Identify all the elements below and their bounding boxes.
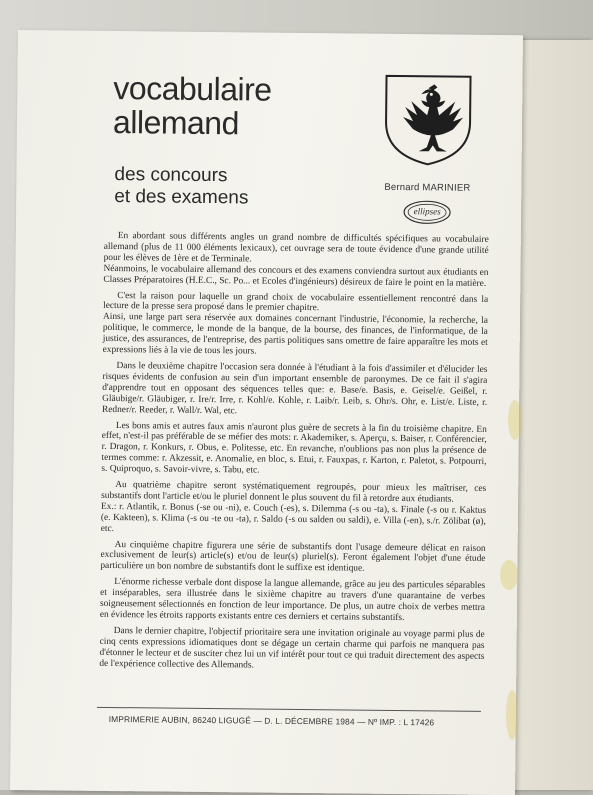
printer-imprint: IMPRIMERIE AUBIN, 86240 LIGUGÉ — D. L. DÉCEMBRE 1984 — Nº IMP. : L 17426 (108, 713, 435, 728)
author-name: Bernard MARINIER (384, 181, 471, 194)
paragraph: Les bons amis et autres faux amis n'auront plus guère de secrets à la fin du troisième chapitre. En effet, n'est-il pas préférable de se méfier des mots: r. Akademiker, s. Aperçu, s. Baiser, r. Conférencier, r. Dragon, r. Konkurs, r. Obus, e. Politesse, etc. En revanche, n'oublions pas non plus la présence de termes comme: r. Akzessit, e. Anomalie, en bloc, s. Etui, r. Fauxpas, r. Karton, r. Paletot, s. Potpourri, s. Quiproquo, s. Savoir-vivre, s. Tabu, etc. (101, 420, 487, 476)
publisher-logo-text: ellipses (413, 206, 441, 217)
footer-divider (97, 707, 481, 712)
paragraph: En abordant sous différents angles un grand nombre de difficultés spécifiques au vocabulaire allemand (plus de 11 000 éléments lexicaux), cet ouvrage sera de toute évidence d'une grande utilité pour les élèves de 1ère et de Terminale. (103, 231, 489, 265)
paragraph: Néanmoins, le vocabulaire allemand des concours et des examens conviendra surtout aux étudiants en Classes Préparatoires (H.E.C., Sc. Po... et Ecoles d'ingénieurs) désireux de faire le point en la matière. (103, 263, 489, 289)
paragraph: Au quatrième chapitre seront systématiquement regroupés, pour mieux les maîtriser, ces substantifs dont l'article et/ou le pluriel donnent le plus souvent du fil à retordre aux étudiants. (101, 480, 487, 505)
paragraph: Ex.: r. Atlantik, r. Bonus (-se ou -ni), e. Couch (-es), s. Dilemma (-s ou -ta), s. Finale (-s ou r. Kaktus (e. Kakteen), s. Klima (-s ou -te ou -ta), r. Saldo (-s ou salden ou saldi), e. Villa (-en), s./r. Zölibat (ø), etc. (100, 501, 487, 534)
yellow-stain (506, 690, 518, 740)
document-page (10, 30, 523, 795)
subtitle-line-1: des concours (114, 164, 228, 187)
subtitle-line-2: et des examens (114, 186, 249, 209)
book-title (113, 71, 272, 141)
paragraph: Au cinquième chapitre figurera une série de substantifs dont l'usage demeure délicat en raison exclusivement de leur(s) article(s) et/ou de leur(s) pluriel(s). Feront également l'objet d'une étude particulière un bon nombre de substantifs dont le suffixe est identique. (100, 539, 486, 575)
title-line-2: allemand (112, 104, 240, 142)
paragraph: Dans le dernier chapitre, l'objectif prioritaire sera une invitation originale au voyage parmi plus de cinq cents expressions idiomatiques dont se dégage un certain charme qui parfois ne manquera pas d'étonner le lecteur et de susciter chez lui un vif intérêt pour tout ce qui traduit directement des aspects de l'expérience collective des Allemands. (99, 625, 485, 671)
description-text (99, 231, 489, 679)
title-line-1: vocabulaire (113, 70, 272, 108)
yellow-stain (500, 560, 518, 590)
book-subtitle (114, 164, 249, 209)
paragraph: L'énorme richesse verbale dont dispose la langue allemande, grâce au jeu des particules séparables et inséparables, sera illustrée dans le sixième chapitre au travers d'une quarantaine de verbes soigneusement sélectionnés en fonction de leur importance. De plus, un autre choix de verbes mettra en évidence les étroits rapports existants entre ces derniers et certains substantifs. (99, 577, 486, 624)
paragraph: Dans le deuxième chapitre l'occasion sera donnée à l'étudiant à la fois d'assimiler et d'élucider les risques évidents de confusion au sein d'un important ensemble de paronymes. De ce fait il s'agira d'apprendre tout en opposant des séquences telles que: e. Base/e. Basis, e. Geisel/e. Geißel, r. Gläubige/r. Gläubiger, r. Ire/r. Irre, r. Kohl/e. Kohle, r. Laib/r. Leib, s. Ohr/s. Ohr, e. List/e. Liste, r. Redner/r. Reeder, r. Wall/r. Wal, etc. (101, 361, 488, 416)
eagle-crest-icon (383, 74, 474, 167)
yellow-stain (508, 400, 522, 440)
paragraph: C'est la raison pour laquelle un grand choix de vocabulaire essentiellement rencontré dans la lecture de la presse sera proposé dans le premier chapitre. (103, 290, 489, 314)
paragraph: Ainsi, une large part sera réservée aux domaines concernant l'industrie, l'économie, la recherche, la politique, le commerce, le monde de la banque, de la bourse, des finances, de l'informatique, de la justice, des assurances, de l'entreprise, des partis politiques sans omettre de faire apparaître les mots et expressions liés à la vie de tous les jours. (102, 312, 489, 357)
